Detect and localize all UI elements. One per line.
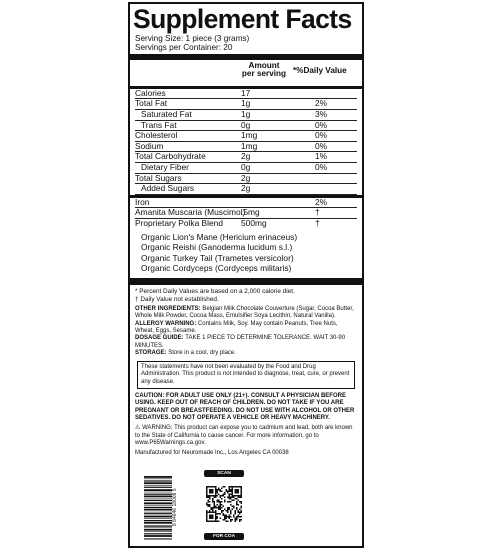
- prop65-warning: ⚠ WARNING: This product can expose you to cadmium and lead, both are known to the State of California to cause cancer. For more information, go to www.P65Warnings.ca.gov.: [135, 425, 353, 446]
- nutrient-dv: 2%: [315, 98, 328, 109]
- blend-item: Organic Cordyceps (Cordyceps militaris): [141, 263, 292, 274]
- qr-code-block[interactable]: [204, 470, 244, 540]
- supplement-facts-panel: [128, 2, 364, 548]
- nutrient-dv: 2%: [315, 196, 328, 207]
- nutrient-amount: 1g: [241, 98, 251, 109]
- nutrient-amount: 2g: [241, 172, 251, 183]
- amount-header: Amount per serving: [241, 60, 287, 79]
- footnotes: [135, 285, 357, 303]
- nutrient-name: Amanita Muscaria (Muscimol): [135, 207, 246, 218]
- nutrient-amount: 17: [241, 87, 251, 98]
- nutrient-name: Proprietary Polka Blend: [135, 217, 223, 228]
- nutrient-row: [135, 110, 357, 121]
- qr-code-icon[interactable]: [206, 479, 242, 529]
- other-ingredients: OTHER INGREDIENTS: Belgian Milk Chocolate Couverture (Sugar, Cocoa Butter, Whole Milk Powder, Cocoa Mass, Emulsifier Soya Lecithin, Natural Vanilla).: [135, 306, 354, 320]
- nutrient-dv: 0%: [315, 119, 328, 130]
- barcode-icon: [144, 476, 172, 540]
- nutrient-name: Total Carbohydrate: [135, 151, 206, 162]
- nutrient-dv: †: [315, 207, 320, 218]
- blend-item: Organic Turkey Tail (Trametes versicolor): [141, 252, 294, 263]
- nutrient-amount: 2g: [241, 151, 251, 162]
- nutrient-amount: .5mg: [241, 207, 260, 218]
- daily-value-header: *%Daily Value: [293, 65, 347, 75]
- panel-title: Supplement Facts: [133, 4, 352, 34]
- dosage-guide: DOSAGE GUIDE: TAKE 1 PIECE TO DETERMINE TOLERANCE. WAIT 30-90 MINUTES.: [135, 335, 346, 349]
- warning-triangle-icon: ⚠: [135, 425, 141, 432]
- nutrient-dv: 0%: [315, 161, 328, 172]
- nutrient-dv: 3%: [315, 109, 328, 119]
- caution-text: CAUTION: FOR ADULT USE ONLY (21+). CONSULT A PHYSICIAN BEFORE USING. KEEP OUT OF REACH OF CHILDREN. DO NOT TAKE IF YOU ARE PREGNANT OR BREASTFEEDING. DO NOT USE WITH ALCOHOL OR OTHER SEDATIVES. DO NOT OPERATE A VEHICLE OR HEAVY MACHINERY.: [135, 393, 355, 421]
- nutrient-name: Cholesterol: [135, 130, 178, 141]
- nutrient-dv: 0%: [315, 140, 328, 151]
- nutrient-name: Trans Fat: [141, 119, 177, 130]
- column-header: [135, 60, 357, 86]
- nutrient-amount: 1g: [241, 109, 251, 119]
- nutrient-amount: 1mg: [241, 130, 258, 141]
- nutrient-amount: 500mg: [241, 217, 267, 228]
- fda-disclaimer-box: These statements have not been evaluated by the Food and Drug Administration. This product is not intended to diagnose, treat, cure, or prevent any disease.: [137, 361, 355, 389]
- blend-item: Organic Reishi (Ganoderma lucidum s.l.): [141, 242, 293, 253]
- nutrient-row: [135, 219, 357, 229]
- bottom-thick-divider: [130, 278, 362, 285]
- nutrient-dv: †: [315, 217, 320, 228]
- nutrient-name: Saturated Fat: [141, 109, 192, 119]
- footnote-dagger: † Daily Value not established.: [135, 295, 219, 303]
- manufacturer: Manufactured for Neuromade Inc., Los Angeles CA 00038: [135, 450, 289, 457]
- servings-per-container: Servings per Container: 20: [135, 43, 233, 53]
- codes-area: [138, 470, 358, 540]
- qr-coa-label: FOR COA: [204, 533, 244, 540]
- blend-item: Organic Lion's Mane (Hericium erinaceus): [141, 231, 298, 242]
- nutrient-name: Calories: [135, 87, 166, 98]
- nutrient-row: [135, 163, 357, 174]
- nutrient-dv: 0%: [315, 130, 328, 141]
- nutrient-name: Added Sugars: [141, 183, 195, 194]
- nutrient-name: Total Sugars: [135, 172, 182, 183]
- nutrient-amount: 0g: [241, 161, 251, 172]
- upc-number: 8 84646 18008 5: [172, 488, 178, 526]
- nutrient-amount: 2g: [241, 183, 251, 194]
- nutrient-row: [135, 184, 357, 195]
- storage: STORAGE: Store in a cool, dry place.: [135, 349, 236, 356]
- nutrient-name: Dietary Fiber: [141, 161, 189, 172]
- blend-list: [135, 229, 357, 274]
- nutrient-name: Total Fat: [135, 98, 168, 109]
- nutrient-name: Iron: [135, 196, 150, 207]
- serving-size: Serving Size: 1 piece (3 grams): [135, 34, 250, 43]
- nutrient-amount: 0g: [241, 119, 251, 130]
- nutrient-table: [135, 89, 357, 229]
- allergy-warning: ALLERGY WARNING: Contains Milk, Soy. May contain Peanuts, Tree Nuts, Wheat, Eggs, Sesame.: [135, 320, 338, 334]
- footnote-dv: * Percent Daily Values are based on a 2,000 calorie diet.: [135, 287, 295, 295]
- nutrient-dv: 1%: [315, 151, 328, 162]
- nutrient-amount: 1mg: [241, 140, 258, 151]
- qr-scan-label: SCAN: [204, 470, 244, 477]
- nutrient-name: Sodium: [135, 140, 164, 151]
